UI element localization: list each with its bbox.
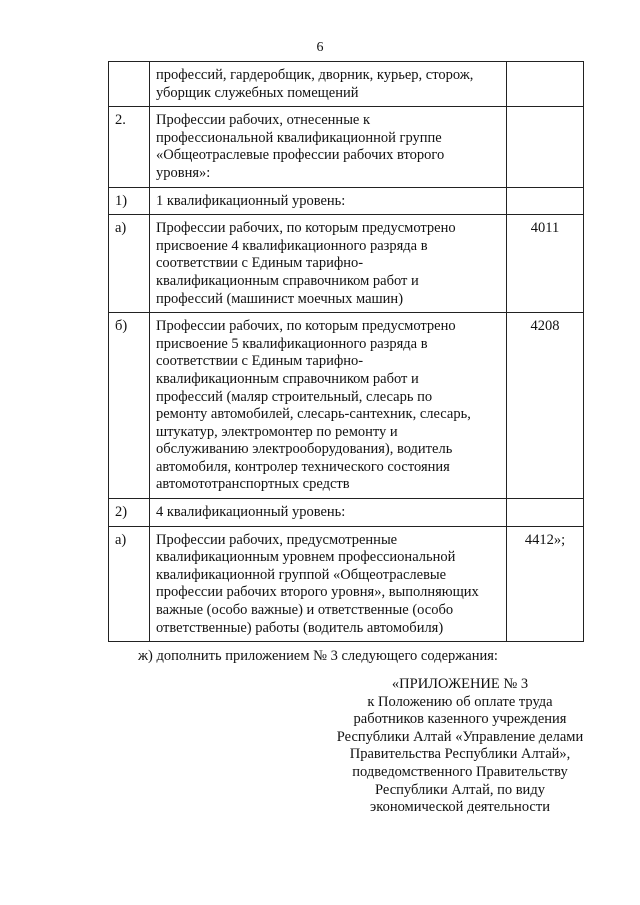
description-line: профессий (машинист моечных машин) [156, 290, 404, 307]
table-row [109, 499, 584, 527]
description-line: Профессии рабочих, по которым предусмотрено [156, 318, 456, 335]
row-description [150, 313, 507, 499]
description-line: профессиональной квалификационной группе [156, 129, 442, 146]
description-line: квалификационной группой «Общеотраслевые [156, 566, 447, 583]
description-line: ремонту автомобилей, слесарь-сантехник, слесарь, [156, 406, 471, 423]
table-row [109, 215, 584, 313]
description-line: автомобиля, контролер технического состояния [156, 458, 450, 475]
table-row [109, 313, 584, 499]
appendix-line: Республики Алтай, по виду [375, 781, 545, 798]
appendix-line: Правительства Республики Алтай», [349, 746, 571, 763]
description-line: профессий (маляр строительный, слесарь по [156, 388, 433, 405]
description-line: присвоение 4 квалификационного разряда в [156, 237, 428, 254]
row-code [507, 499, 584, 527]
row-description [150, 62, 507, 107]
description-line: квалификационным справочником работ и [156, 370, 419, 387]
row-number: 1) [109, 187, 150, 215]
row-description [150, 107, 507, 187]
appendix-line: работников казенного учреждения [353, 711, 567, 728]
description-line: квалификационным справочником работ и [156, 272, 419, 289]
appendix-line: «ПРИЛОЖЕНИЕ № 3 [391, 676, 529, 692]
appendix-line: подведомственного Правительству [352, 763, 568, 780]
description-line: обслуживанию электрооборудования), водитель [156, 441, 453, 458]
row-description [150, 499, 507, 527]
description-line: Профессии рабочих, предусмотренные [156, 531, 398, 548]
row-code [507, 62, 584, 107]
row-number: б) [109, 313, 150, 499]
description-line: штукатур, электромонтер по ремонту и [156, 423, 398, 440]
description-line: Профессии рабочих, отнесенные к [156, 112, 371, 129]
row-code [507, 107, 584, 187]
row-number: а) [109, 215, 150, 313]
description-line: профессии рабочих второго уровня», выполняющих [156, 584, 479, 601]
table-row [109, 526, 584, 642]
row-code: 4412»; [507, 526, 584, 642]
description-line: Профессии рабочих, по которым предусмотрено [156, 220, 456, 237]
description-line: квалификационным уровнем профессиональной [156, 549, 456, 566]
amendment-instruction: ж) дополнить приложением № 3 следующего содержания: [138, 648, 498, 664]
row-number: 2) [109, 499, 150, 527]
description-line: автомототранспортных средств [156, 476, 350, 493]
row-number: а) [109, 526, 150, 642]
appendix-line: экономической деятельности [370, 799, 550, 816]
description-line: профессий, гардеробщик, дворник, курьер, сторож, [156, 67, 474, 83]
appendix-line: Республики Алтай «Управление делами [336, 728, 584, 745]
table-row [109, 187, 584, 215]
row-code [507, 187, 584, 215]
description-line: 4 квалификационный уровень: [156, 504, 346, 521]
table-row [109, 62, 584, 107]
description-line: соответствии с Единым тарифно- [156, 353, 364, 370]
description-line: 1 квалификационный уровень: [156, 192, 346, 209]
description-line: уборщик служебных помещений [156, 84, 359, 101]
description-line: важные (особо важные) и ответственные (особо [156, 602, 454, 619]
table-row [109, 107, 584, 187]
description-line: ответственные) работы (водитель автомобиля) [156, 619, 444, 636]
row-code: 4208 [507, 313, 584, 499]
description-line: присвоение 5 квалификационного разряда в [156, 335, 428, 352]
row-description [150, 187, 507, 215]
row-number: 2. [109, 107, 150, 187]
description-line: соответствии с Единым тарифно- [156, 255, 364, 272]
row-description [150, 215, 507, 313]
description-line: уровня»: [156, 164, 211, 181]
appendix-header [310, 676, 610, 817]
professions-table [108, 61, 584, 642]
page-number: 6 [316, 40, 324, 55]
row-code: 4011 [507, 215, 584, 313]
appendix-line: к Положению об оплате труда [367, 693, 553, 710]
row-description [150, 526, 507, 642]
description-line: «Общеотраслевые профессии рабочих второго [156, 147, 445, 164]
row-number [109, 62, 150, 107]
